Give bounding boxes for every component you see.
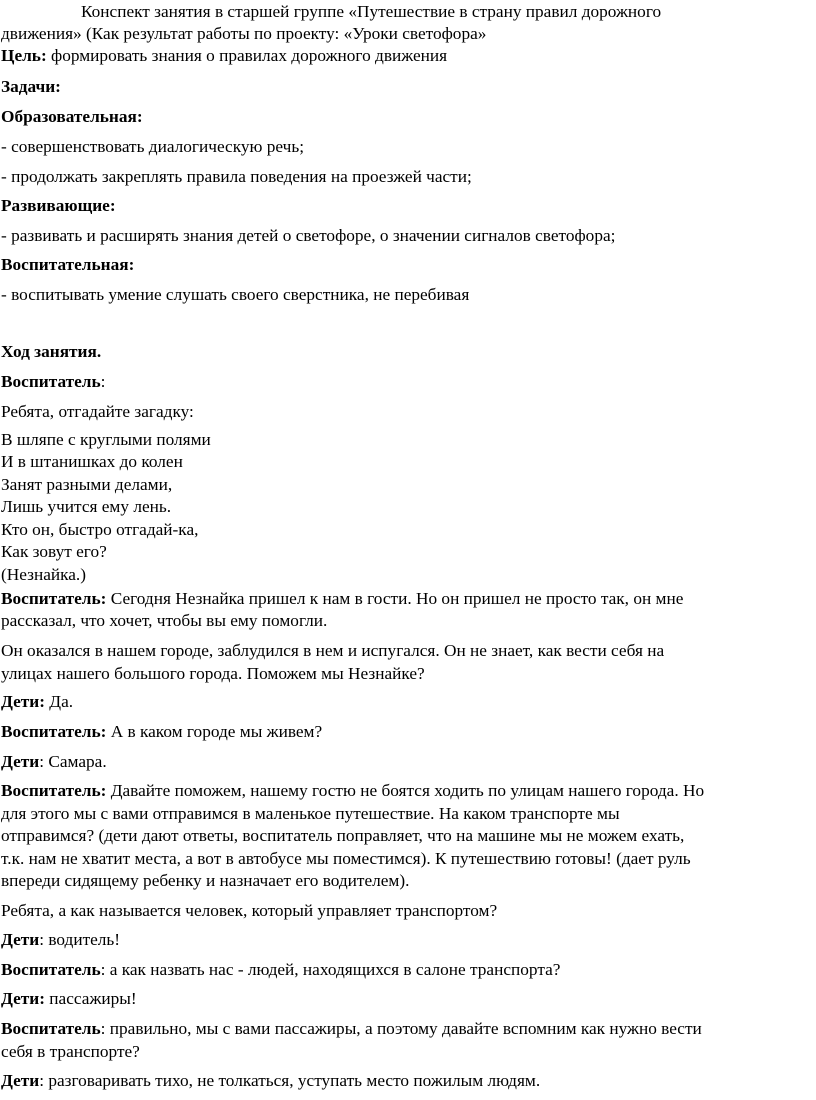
goal-line xyxy=(1,45,447,67)
educational-item: - совершенствовать диалогическую речь; xyxy=(1,137,304,156)
speaker-label: Дети: xyxy=(1,692,45,711)
riddle-line: Как зовут его? xyxy=(1,542,107,561)
speaker-label: Воспитатель: xyxy=(1,722,107,741)
dialogue-line: Воспитатель: правильно, мы с вами пассажиры, а поэтому давайте вспомним как нужно вести xyxy=(1,1019,702,1038)
speaker-label: Воспитатель: xyxy=(1,589,107,608)
speaker-label: Воспитатель xyxy=(1,1019,101,1038)
dialogue-line: Дети: водитель! xyxy=(1,930,121,949)
speaker-label: Воспитатель xyxy=(1,960,101,979)
dialogue-line: впереди сидящему ребенку и назначает его водителем). xyxy=(1,871,410,890)
speaker-label: Дети xyxy=(1,1071,40,1090)
riddle-intro: Ребята, отгадайте загадку: xyxy=(1,402,194,421)
dialogue-line: отправимся? (дети дают ответы, воспитатель поправляет, что на машине мы не можем ехать, xyxy=(1,826,685,845)
riddle-line: В шляпе с круглыми полями xyxy=(1,430,211,449)
speaker-label: Дети: xyxy=(1,989,45,1008)
dialogue-line: рассказал, что хочет, чтобы вы ему помогли. xyxy=(1,611,328,630)
speaker-label: Воспитатель xyxy=(1,372,101,391)
speaker-label: Дети xyxy=(1,930,40,949)
upbringing-item: - воспитывать умение слушать своего сверстника, не перебивая xyxy=(1,285,470,304)
dialogue-line: Дети: пассажиры! xyxy=(1,989,137,1008)
dialogue-line: Он оказался в нашем городе, заблудился в нем и испугался. Он не знает, как вести себя на xyxy=(1,641,665,660)
riddle-line: И в штанишках до колен xyxy=(1,452,183,471)
dialogue-line: Воспитатель: а как назвать нас - людей, находящихся в салоне транспорта? xyxy=(1,960,561,979)
goal-text: формировать знания о правилах дорожного движения xyxy=(46,46,448,65)
dialogue-line: Дети: Да. xyxy=(1,692,74,711)
developing-item: - развивать и расширять знания детей о светофоре, о значении сигналов светофора; xyxy=(1,226,616,245)
riddle-line: Кто он, быстро отгадай-ка, xyxy=(1,520,199,539)
speaker-label: Дети xyxy=(1,752,40,771)
dialogue-line: для этого мы с вами отправимся в маленькое путешествие. На каком транспорте мы xyxy=(1,804,620,823)
riddle-line: Занят разными делами, xyxy=(1,475,173,494)
upbringing-heading: Воспитательная: xyxy=(1,255,135,274)
course-heading: Ход занятия. xyxy=(1,342,102,361)
speaker-label: Воспитатель: xyxy=(1,781,107,800)
dialogue-line: Воспитатель: Давайте поможем, нашему гостю не боятся ходить по улицам нашего города. Но xyxy=(1,781,705,800)
goal-label: Цель: xyxy=(1,46,47,65)
riddle-line: Лишь учится ему лень. xyxy=(1,497,172,516)
dialogue-line: Дети: разговаривать тихо, не толкаться, уступать место пожилым людям. xyxy=(1,1071,541,1090)
teacher-line: Воспитатель: xyxy=(1,372,106,391)
dialogue-line: Воспитатель: А в каком городе мы живем? xyxy=(1,722,323,741)
developing-heading: Развивающие: xyxy=(1,196,116,215)
riddle-answer: (Незнайка.) xyxy=(1,565,86,584)
dialogue-line: Дети: Самара. xyxy=(1,752,107,771)
tasks-heading: Задачи: xyxy=(1,77,61,96)
educational-heading: Образовательная: xyxy=(1,107,143,126)
dialogue-line: себя в транспорте? xyxy=(1,1042,140,1061)
dialogue-line: т.к. нам не хватит места, а вот в автобусе мы поместимся). К путешествию готовы! (дает руль xyxy=(1,849,691,868)
document-title-continued: движения» (Как результат работы по проекту: «Уроки светофора» xyxy=(1,24,487,43)
dialogue-line: Воспитатель: Сегодня Незнайка пришел к нам в гости. Но он пришел не просто так, он мне xyxy=(1,589,684,608)
dialogue-line: Ребята, а как называется человек, который управляет транспортом? xyxy=(1,901,498,920)
document-title: Конспект занятия в старшей группе «Путешествие в страну правил дорожного xyxy=(81,2,662,21)
educational-item: - продолжать закреплять правила поведения на проезжей части; xyxy=(1,167,472,186)
dialogue-line: улицах нашего большого города. Поможем мы Незнайке? xyxy=(1,664,425,683)
